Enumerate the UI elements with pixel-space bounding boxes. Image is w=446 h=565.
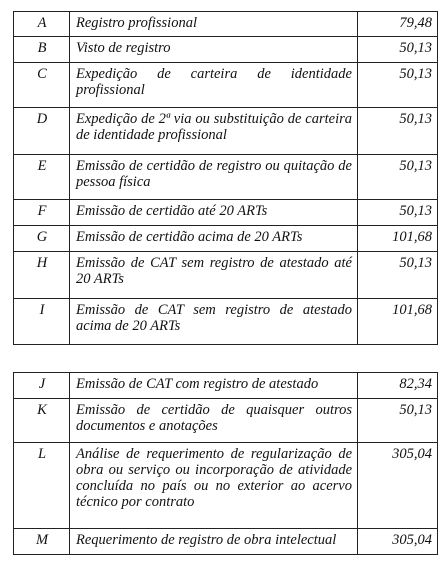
row-description: Requerimento de registro de obra intelectual [70, 529, 358, 555]
row-description: Análise de requerimento de regularização de obra ou serviço ou incorporação de atividade concluída no país ou no exterior ao acervo técnico por contrato [70, 443, 358, 529]
row-value: 305,04 [358, 443, 438, 529]
row-description: Expedição de carteira de identidade profissional [70, 63, 358, 108]
table-row [14, 37, 438, 63]
table-row [14, 443, 438, 529]
row-code: F [14, 200, 70, 226]
row-value: 50,13 [358, 108, 438, 155]
row-code: C [14, 63, 70, 108]
row-value: 50,13 [358, 63, 438, 108]
row-value: 50,13 [358, 252, 438, 299]
table-row [14, 299, 438, 345]
row-value: 82,34 [358, 373, 438, 399]
table-row [14, 155, 438, 200]
table-row [14, 12, 438, 37]
row-code: B [14, 37, 70, 63]
table-row [14, 399, 438, 443]
row-value: 101,68 [358, 299, 438, 345]
table-row [14, 252, 438, 299]
row-code: I [14, 299, 70, 345]
row-description: Expedição de 2ª via ou substituição de carteira de identidade profissional [70, 108, 358, 155]
row-code: M [14, 529, 70, 555]
row-value: 50,13 [358, 155, 438, 200]
row-description: Visto de registro [70, 37, 358, 63]
row-value: 50,13 [358, 37, 438, 63]
row-description: Emissão de certidão acima de 20 ARTs [70, 226, 358, 252]
row-code: A [14, 12, 70, 37]
row-value: 50,13 [358, 399, 438, 443]
table-row [14, 63, 438, 108]
table-row [14, 200, 438, 226]
row-value: 79,48 [358, 12, 438, 37]
fee-table-1 [13, 11, 438, 345]
row-code: J [14, 373, 70, 399]
table-row [14, 108, 438, 155]
row-description: Emissão de CAT sem registro de atestado até 20 ARTs [70, 252, 358, 299]
row-description: Emissão de certidão de registro ou quitação de pessoa física [70, 155, 358, 200]
row-description: Registro profissional [70, 12, 358, 37]
row-description: Emissão de CAT com registro de atestado [70, 373, 358, 399]
row-description: Emissão de certidão de quaisquer outros documentos e anotações [70, 399, 358, 443]
row-code: D [14, 108, 70, 155]
table-row [14, 373, 438, 399]
row-code: G [14, 226, 70, 252]
table-row [14, 529, 438, 555]
row-value: 50,13 [358, 200, 438, 226]
row-value: 305,04 [358, 529, 438, 555]
table-row [14, 226, 438, 252]
row-code: H [14, 252, 70, 299]
row-description: Emissão de certidão até 20 ARTs [70, 200, 358, 226]
row-description: Emissão de CAT sem registro de atestado acima de 20 ARTs [70, 299, 358, 345]
row-code: K [14, 399, 70, 443]
row-code: E [14, 155, 70, 200]
fee-table-2 [13, 372, 438, 555]
row-value: 101,68 [358, 226, 438, 252]
row-code: L [14, 443, 70, 529]
